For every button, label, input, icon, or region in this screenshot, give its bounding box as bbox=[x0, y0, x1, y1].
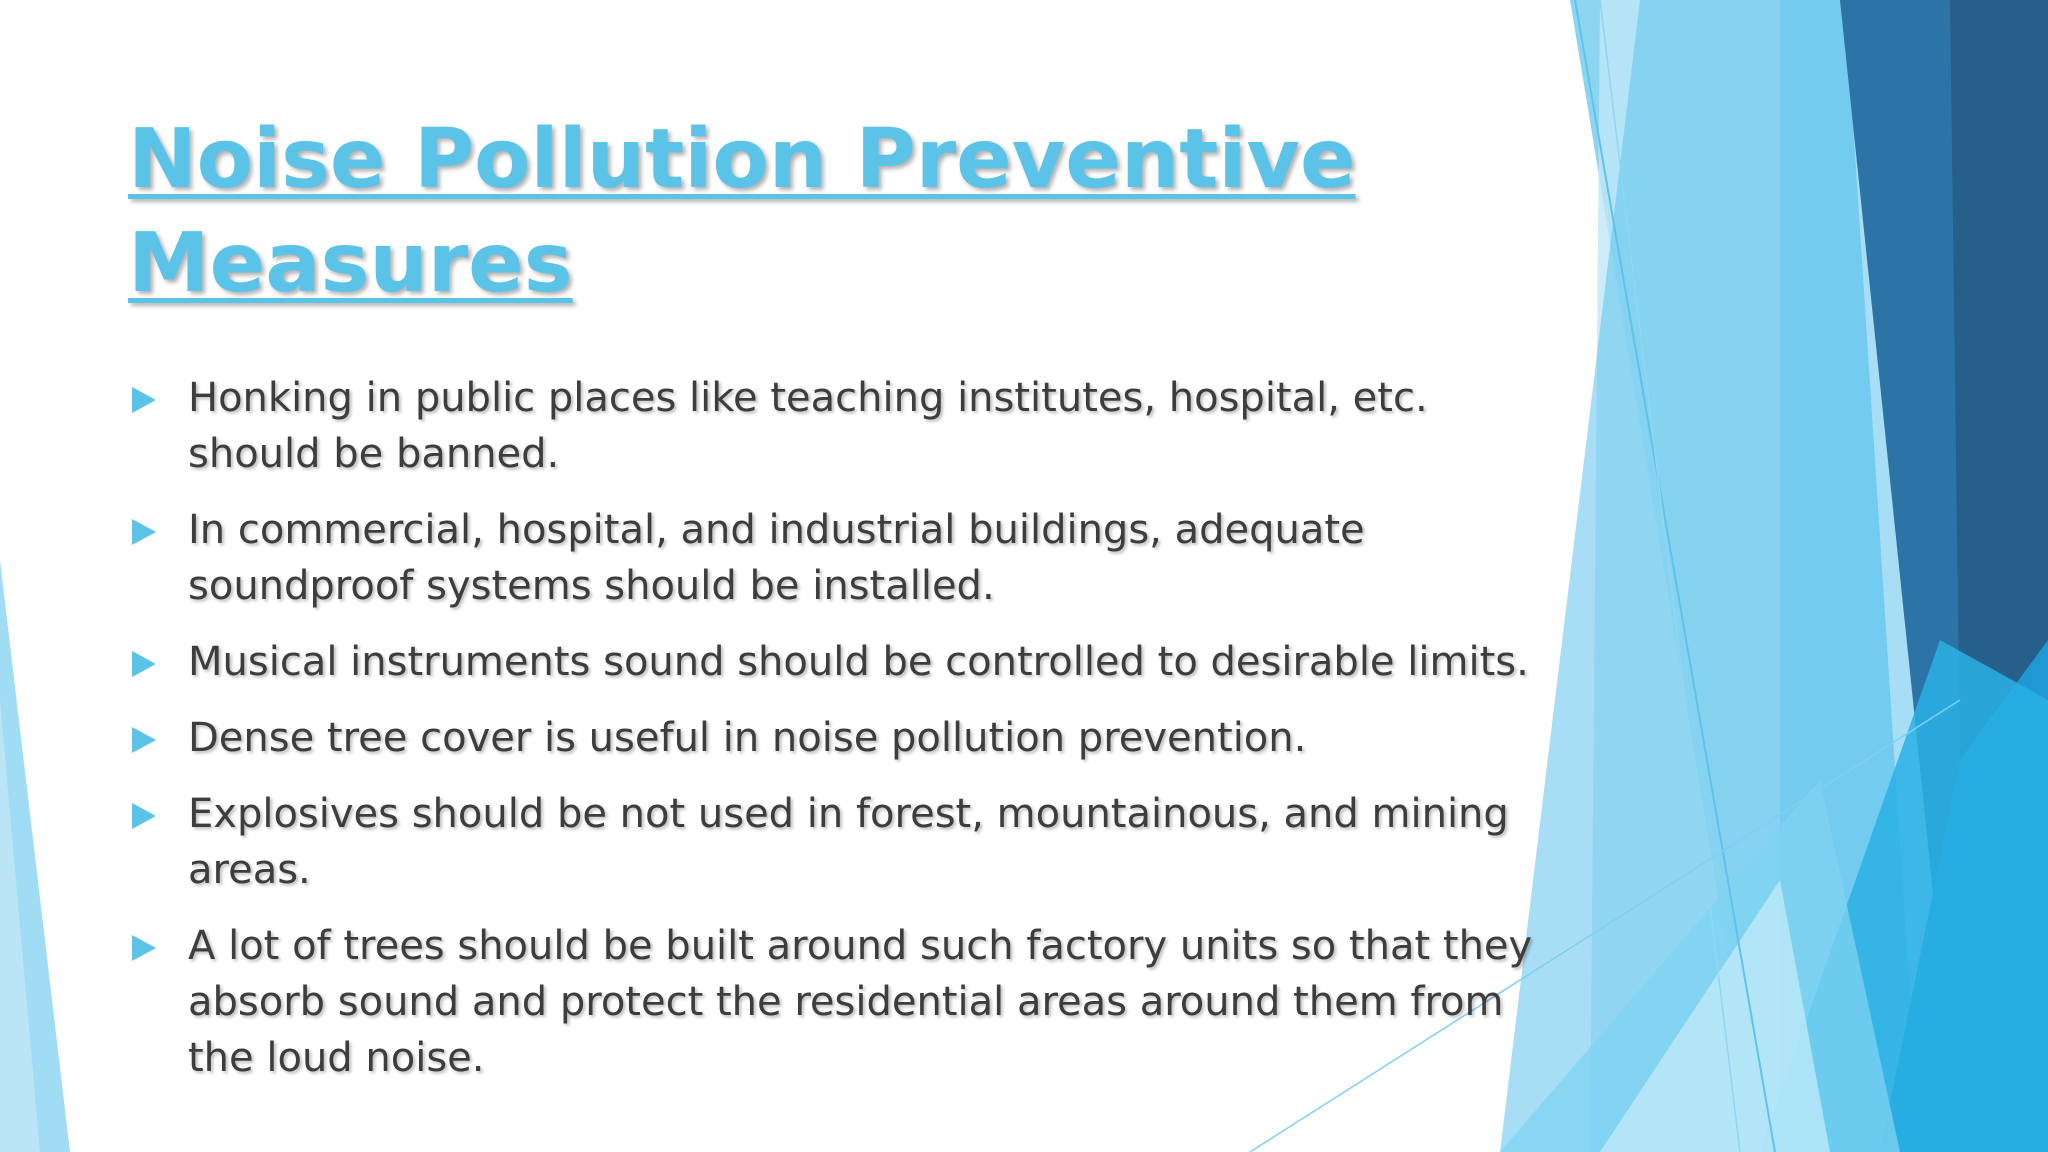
facet-deep bbox=[1950, 0, 2048, 760]
triangle-bullet-icon bbox=[132, 651, 156, 677]
triangle-bullet-icon bbox=[132, 803, 156, 829]
bullet-item bbox=[128, 370, 1548, 482]
bullet-item bbox=[128, 710, 1548, 766]
bullet-text: Honking in public places like teaching institutes, hospital, etc. should be banned. bbox=[188, 375, 1428, 477]
bullet-text: Musical instruments sound should be controlled to desirable limits. bbox=[188, 639, 1529, 685]
triangle-bullet-icon bbox=[132, 519, 156, 545]
bullet-item bbox=[128, 634, 1548, 690]
bullet-text: Dense tree cover is useful in noise pollution prevention. bbox=[188, 715, 1307, 761]
slide-title: Noise Pollution Preventive Measures bbox=[128, 112, 1356, 311]
bullet-text: In commercial, hospital, and industrial buildings, adequate soundproof systems should be installed. bbox=[188, 507, 1365, 609]
bullet-text: Explosives should be not used in forest, mountainous, and mining areas. bbox=[188, 791, 1509, 893]
triangle-bullet-icon bbox=[132, 935, 156, 961]
bullet-list bbox=[128, 370, 1548, 1106]
triangle-bullet-icon bbox=[132, 727, 156, 753]
bullet-item bbox=[128, 918, 1548, 1086]
bullet-item bbox=[128, 786, 1548, 898]
bullet-text: A lot of trees should be built around such factory units so that they absorb sound and protect the residential areas around them from the loud noise. bbox=[188, 923, 1533, 1081]
bullet-item bbox=[128, 502, 1548, 614]
triangle-bullet-icon bbox=[132, 387, 156, 413]
